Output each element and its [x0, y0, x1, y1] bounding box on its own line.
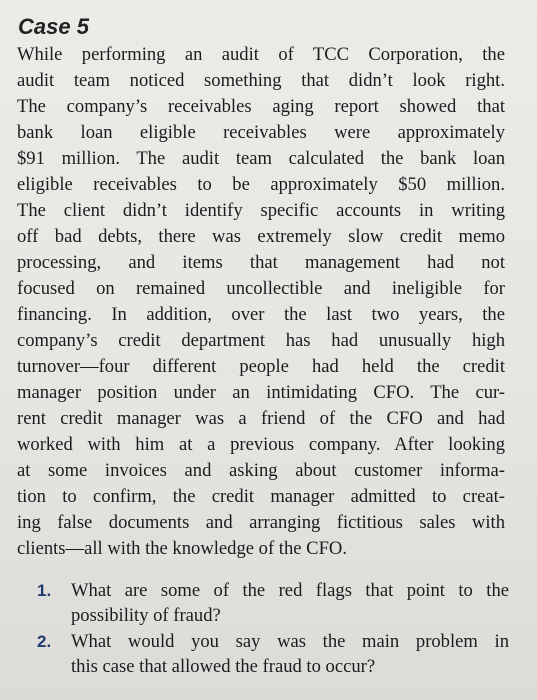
- case-text-line: clients—all with the knowledge of the CFO.: [17, 538, 347, 559]
- case-description: [17, 42, 505, 562]
- case-text-line: company’s credit department has had unusually high: [17, 330, 505, 351]
- question-list: [17, 578, 509, 680]
- case-text-line: at some invoices and asking about customer informa-: [17, 460, 505, 481]
- case-text-line: ing false documents and arranging fictitious sales with: [17, 512, 505, 533]
- case-text-line: rent credit manager was a friend of the CFO and had: [17, 408, 505, 429]
- question-text-line: this case that allowed the fraud to occur?: [71, 656, 376, 677]
- case-text-line: tion to confirm, the credit manager admitted to creat-: [17, 486, 505, 507]
- question-number: 2.: [37, 632, 52, 651]
- case-text-line: worked with him at a previous company. After looking: [17, 434, 505, 455]
- case-text-line: processing, and items that management had not: [17, 252, 505, 273]
- question-text-line: possibility of fraud?: [71, 605, 221, 626]
- case-text-line: The company’s receivables aging report showed that: [17, 96, 505, 117]
- case-title: Case 5: [18, 14, 89, 39]
- question-text-line: What would you say was the main problem in: [71, 631, 509, 652]
- case-text-line: $91 million. The audit team calculated the bank loan: [17, 148, 505, 169]
- question-text-line: What are some of the red flags that point to the: [71, 580, 509, 601]
- case-text-line: financing. In addition, over the last two years, the: [17, 304, 505, 325]
- case-text-line: off bad debts, there was extremely slow credit memo: [17, 226, 505, 247]
- case-text-line: manager position under an intimidating CFO. The cur-: [17, 382, 505, 403]
- question-item: [17, 578, 509, 628]
- case-text-line: bank loan eligible receivables were approximately: [17, 122, 505, 143]
- case-text-line: The client didn’t identify specific accounts in writing: [17, 200, 505, 221]
- case-text-line: focused on remained uncollectible and ineligible for: [17, 278, 505, 299]
- case-text-line: audit team noticed something that didn’t look right.: [17, 70, 505, 91]
- case-text-line: turnover—four different people had held the credit: [17, 356, 505, 377]
- question-item: [17, 629, 509, 679]
- question-number: 1.: [37, 581, 52, 600]
- case-text-line: While performing an audit of TCC Corporation, the: [17, 44, 505, 65]
- case-text-line: eligible receivables to be approximately $50 million.: [17, 174, 505, 195]
